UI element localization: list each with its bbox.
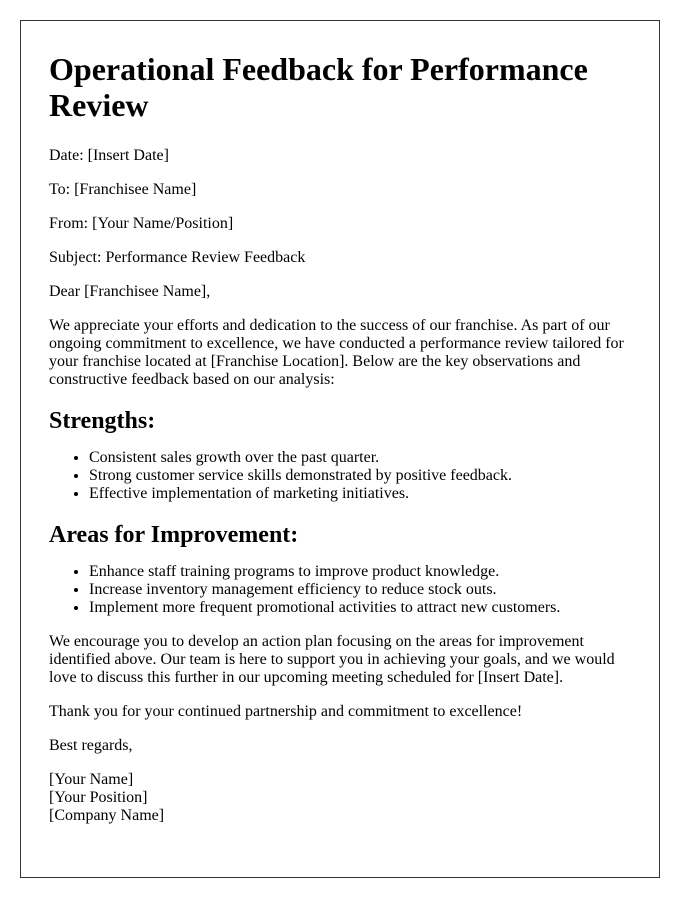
letter-page (20, 20, 660, 878)
signature-name: [Your Name] (49, 771, 134, 788)
subject-line: Subject: Performance Review Feedback (49, 249, 306, 266)
thanks-paragraph: Thank you for your continued partnership and commitment to excellence! (49, 703, 523, 720)
improvements-list (49, 563, 631, 617)
from-line: From: [Your Name/Position] (49, 215, 234, 232)
list-item: • Strong customer service skills demonstrated by positive feedback. (89, 467, 631, 485)
signature-position: [Your Position] (49, 789, 148, 806)
strengths-list (49, 449, 631, 503)
to-line: To: [Franchisee Name] (49, 181, 197, 198)
date-line: Date: [Insert Date] (49, 147, 169, 164)
closing: Best regards, (49, 737, 133, 754)
list-item: • Implement more frequent promotional activities to attract new customers. (89, 599, 631, 617)
document-title: Operational Feedback for Performance Review (49, 51, 588, 123)
salutation: Dear [Franchisee Name], (49, 283, 211, 300)
strengths-heading: Strengths: (49, 408, 156, 434)
list-item: • Enhance staff training programs to improve product knowledge. (89, 563, 631, 581)
list-item: • Consistent sales growth over the past quarter. (89, 449, 631, 467)
action-paragraph: We encourage you to develop an action plan focusing on the areas for improvement identified above. Our team is here to support you in achieving your goals, and we would love to discuss this further in our upcoming meeting scheduled for [Insert Date]. (49, 633, 615, 686)
list-item: • Effective implementation of marketing initiatives. (89, 485, 631, 503)
improvements-heading: Areas for Improvement: (49, 522, 299, 548)
intro-paragraph: We appreciate your efforts and dedication to the success of our franchise. As part of our ongoing commitment to excellence, we have conducted a performance review tailored for your franchise located at [Franchise Location]. Below are the key observations and constructive feedback based on our analysis: (49, 317, 624, 388)
list-item: • Increase inventory management efficiency to reduce stock outs. (89, 581, 631, 599)
signature-block (49, 771, 631, 825)
signature-company: [Company Name] (49, 807, 165, 824)
